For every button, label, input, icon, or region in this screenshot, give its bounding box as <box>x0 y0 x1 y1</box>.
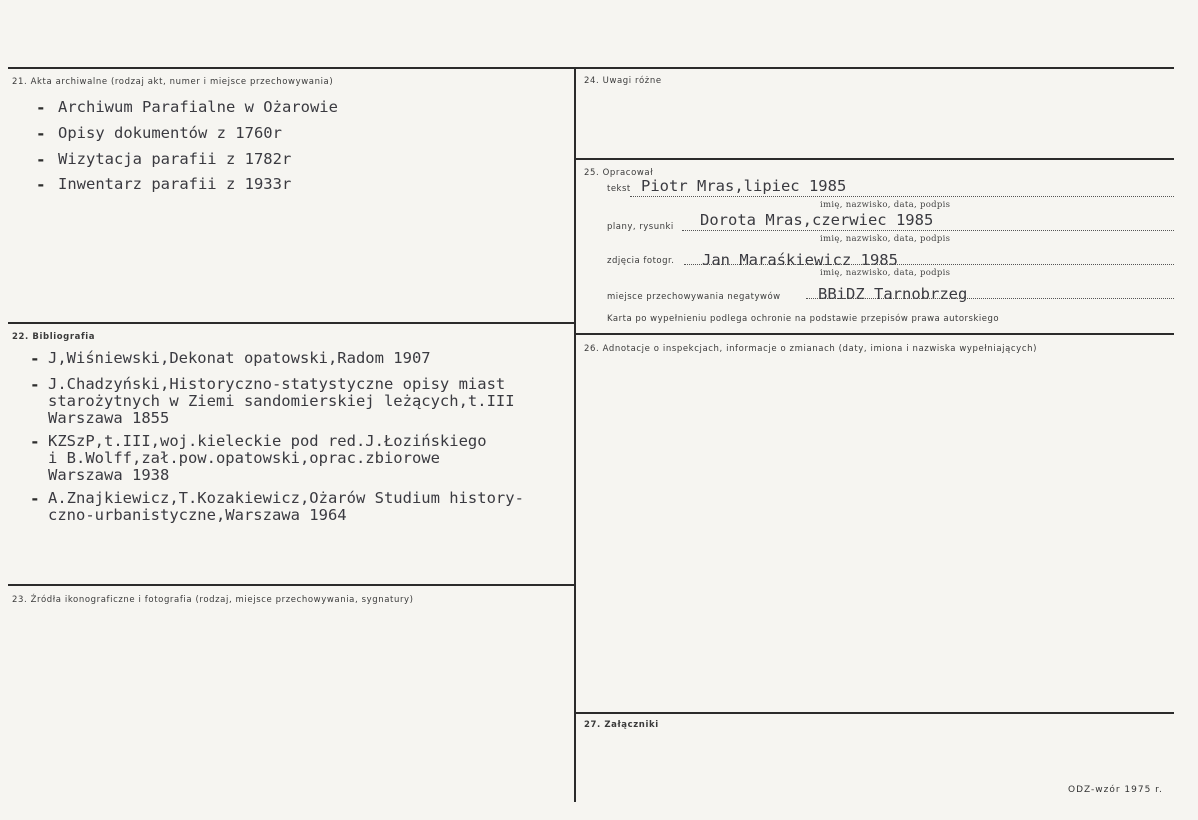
plany-label: plany, rysunki <box>607 222 674 232</box>
section-22-label: 22. Bibliografia <box>12 332 96 342</box>
archive-item: Opisy dokumentów z 1760r <box>58 124 282 142</box>
bibliography-line: J,Wiśniewski,Dekonat opatowski,Radom 1907 <box>48 349 431 367</box>
bibliography-line: Warszawa 1855 <box>48 409 170 427</box>
top-rule <box>8 67 1174 69</box>
zdjecia-value: Jan Maraśkiewicz 1985 <box>702 251 898 269</box>
plany-value: Dorota Mras,czerwiec 1985 <box>700 211 934 229</box>
section-25-label: 25. Opracował <box>584 168 654 178</box>
miejsce-label: miejsce przechowywania negatywów <box>607 292 781 302</box>
plany-hint: imię, nazwisko, data, podpis <box>820 234 951 244</box>
bullet-dash: - <box>30 349 40 368</box>
section-23-label: 23. Źródła ikonograficzne i fotografia (rodzaj, miejsce przechowywania, sygnatury) <box>12 595 414 605</box>
bullet-dash: - <box>36 150 46 169</box>
center-divider <box>574 67 576 802</box>
section-24-label: 24. Uwagi różne <box>584 76 662 86</box>
divider-26-27 <box>576 712 1174 714</box>
copyright-note: Karta po wypełnieniu podlega ochronie na podstawie przepisów prawa autorskiego <box>607 314 1000 324</box>
bullet-dash: - <box>30 432 40 451</box>
divider-24-25 <box>576 158 1174 160</box>
section-21-label: 21. Akta archiwalne (rodzaj akt, numer i miejsce przechowywania) <box>12 77 334 87</box>
bibliography-line: A.Znajkiewicz,T.Kozakiewicz,Ożarów Studium history- <box>48 489 524 507</box>
section-26-label: 26. Adnotacje o inspekcjach, informacje o zmianach (daty, imiona i nazwiska wypełniających) <box>584 344 1037 354</box>
form-identifier: ODZ-wzór 1975 r. <box>1068 785 1163 795</box>
archive-item: Wizytacja parafii z 1782r <box>58 150 292 168</box>
bullet-dash: - <box>30 375 40 394</box>
tekst-label: tekst <box>607 184 631 194</box>
zdjecia-dotted-line <box>684 264 1174 265</box>
bibliography-line: i B.Wolff,zał.pow.opatowski,oprac.zbiorowe <box>48 449 440 467</box>
miejsce-dotted-line <box>806 298 1174 299</box>
plany-dotted-line <box>682 230 1174 231</box>
zdjecia-hint: imię, nazwisko, data, podpis <box>820 268 951 278</box>
bibliography-line: czno-urbanistyczne,Warszawa 1964 <box>48 506 347 524</box>
tekst-value: Piotr Mras,lipiec 1985 <box>641 177 847 195</box>
tekst-hint: imię, nazwisko, data, podpis <box>820 200 951 210</box>
miejsce-value: BBiDZ Tarnobrzeg <box>818 285 968 303</box>
bullet-dash: - <box>36 98 46 117</box>
section-27-label: 27. Załączniki <box>584 720 659 730</box>
bibliography-line: starożytnych w Ziemi sandomierskiej leżących,t.III <box>48 392 515 410</box>
divider-21-22 <box>8 322 574 324</box>
divider-22-23 <box>8 584 574 586</box>
bibliography-line: J.Chadzyński,Historyczno-statystyczne opisy miast <box>48 375 506 393</box>
archive-item: Archiwum Parafialne w Ożarowie <box>58 98 338 116</box>
archive-item: Inwentarz parafii z 1933r <box>58 175 292 193</box>
bibliography-line: Warszawa 1938 <box>48 466 170 484</box>
bullet-dash: - <box>36 124 46 143</box>
bibliography-line: KZSzP,t.III,woj.kieleckie pod red.J.Łozińskiego <box>48 432 487 450</box>
bullet-dash: - <box>36 175 46 194</box>
divider-25-26 <box>576 333 1174 335</box>
bullet-dash: - <box>30 489 40 508</box>
zdjecia-label: zdjęcia fotogr. <box>607 256 675 266</box>
tekst-dotted-line <box>630 196 1174 197</box>
